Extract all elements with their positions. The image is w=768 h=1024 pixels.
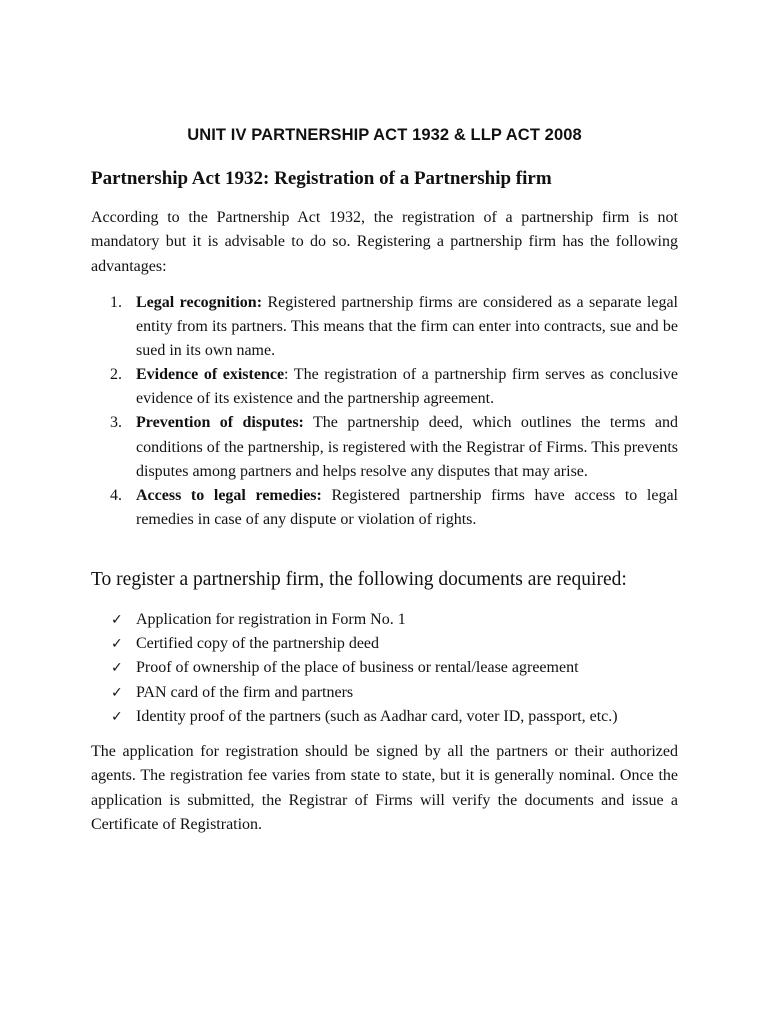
document-text: Application for registration in Form No. 1 (136, 611, 406, 628)
documents-heading: To register a partnership firm, the following documents are required: (91, 569, 627, 590)
advantage-item (91, 363, 678, 411)
document-item (91, 632, 691, 656)
documents-list (91, 608, 691, 729)
document-item (91, 656, 691, 680)
document-text: Certified copy of the partnership deed (136, 635, 380, 653)
check-icon: ✓ (111, 636, 123, 653)
advantage-term: Evidence of existence (136, 366, 285, 384)
document-item (91, 681, 691, 705)
advantage-number: 4. (110, 486, 122, 504)
unit-title: UNIT IV PARTNERSHIP ACT 1932 & LLP ACT 2008 (187, 126, 582, 144)
check-icon: ✓ (111, 612, 123, 628)
advantage-item (91, 291, 678, 363)
advantage-text: Registered partnership firms are considered as a separate legal entity from its partners. This means that the firm can enter into contracts, sue and be sued in its own name. (136, 294, 679, 360)
document-item (91, 705, 691, 729)
advantage-text: The partnership deed, which outlines the terms and conditions of the partnership, is registered with the Registrar of Firms. This prevents disputes among partners and helps resolve any disputes that may arise. (136, 414, 678, 480)
advantages-list (91, 291, 678, 532)
advantage-number: 3. (110, 414, 122, 432)
check-icon: ✓ (111, 660, 123, 677)
closing-paragraph: The application for registration should be signed by all the partners or their authorized agents. The registration fee varies from state to state, but it is generally nominal. Once the application is submitted, the Registrar of Firms will verify the documents and issue a Certificate of Registration. (91, 743, 678, 833)
check-icon: ✓ (111, 708, 123, 725)
advantage-term: Legal recognition: (136, 294, 263, 311)
section-heading: Partnership Act 1932: Registration of a Partnership firm (91, 168, 552, 189)
intro-paragraph: According to the Partnership Act 1932, the registration of a partnership firm is not mandatory but it is advisable to do so. Registering a partnership firm has the following advantages: (91, 209, 678, 275)
advantage-number: 2. (110, 366, 122, 384)
document-item (91, 608, 691, 632)
advantage-number: 1. (110, 294, 122, 311)
advantage-item (91, 484, 678, 532)
advantage-text: : The registration of a partnership firm serves as conclusive evidence of its existence and the partnership agreement. (136, 366, 678, 408)
advantage-text: Registered partnership firms have access to legal remedies in case of any dispute or violation of rights. (136, 486, 678, 528)
document-text: Proof of ownership of the place of business or rental/lease agreement (136, 659, 579, 677)
advantage-item (91, 411, 678, 483)
advantage-term: Prevention of disputes: (136, 414, 304, 432)
advantage-term: Access to legal remedies: (136, 486, 322, 504)
document-text: PAN card of the firm and partners (136, 683, 354, 701)
check-icon: ✓ (111, 684, 123, 701)
document-text: Identity proof of the partners (such as Aadhar card, voter ID, passport, etc.) (136, 707, 618, 725)
